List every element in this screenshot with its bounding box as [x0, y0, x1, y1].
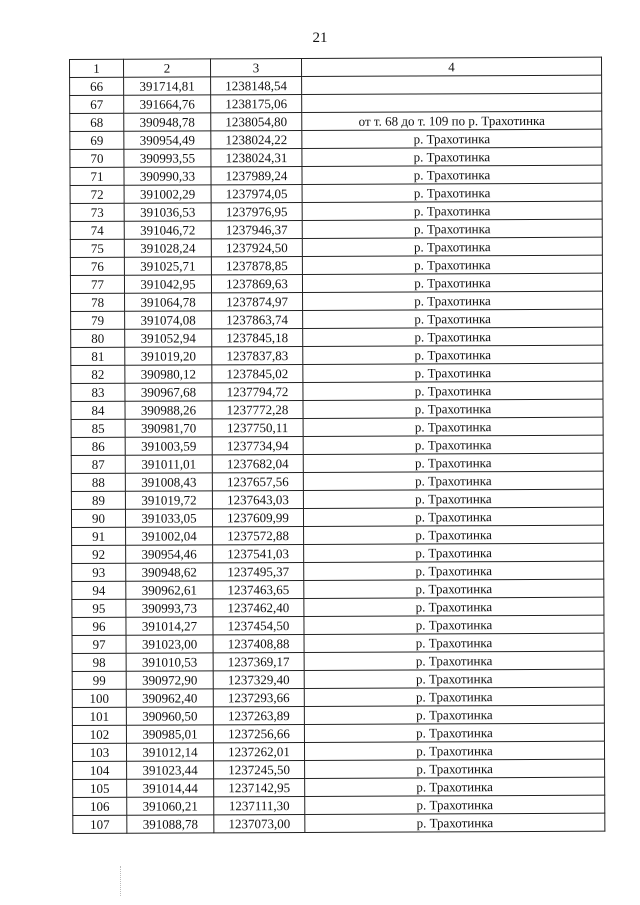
x-coordinate-cell: 391011,01	[125, 455, 212, 473]
table-row	[71, 381, 603, 401]
x-coordinate-cell: 391052,94	[125, 329, 212, 347]
y-coordinate-cell: 1237794,72	[212, 382, 303, 400]
table-row	[72, 543, 604, 563]
description-cell: р. Трахотинка	[302, 219, 602, 238]
y-coordinate-cell: 1237572,88	[213, 526, 304, 544]
y-coordinate-cell: 1238175,06	[211, 94, 302, 112]
table-row	[70, 183, 602, 203]
point-number-cell: 93	[72, 563, 126, 581]
y-coordinate-cell: 1237863,74	[212, 310, 303, 328]
x-coordinate-cell: 391028,24	[124, 239, 211, 257]
table-row	[72, 615, 604, 635]
point-number-cell: 70	[70, 149, 124, 167]
table-row	[70, 75, 602, 95]
point-number-cell: 80	[71, 329, 125, 347]
y-coordinate-cell: 1237989,24	[211, 166, 302, 184]
table-row	[71, 345, 603, 365]
description-cell: р. Трахотинка	[303, 381, 603, 400]
x-coordinate-cell: 391042,95	[124, 275, 211, 293]
y-coordinate-cell: 1237837,83	[212, 346, 303, 364]
x-coordinate-cell: 391714,81	[124, 77, 211, 95]
table-row	[72, 723, 604, 743]
description-cell: р. Трахотинка	[303, 471, 603, 490]
y-coordinate-cell: 1237495,37	[213, 562, 304, 580]
description-cell: р. Трахотинка	[305, 795, 605, 814]
y-coordinate-cell: 1237845,02	[212, 364, 303, 382]
table-row	[72, 705, 604, 725]
y-coordinate-cell: 1237462,40	[213, 598, 304, 616]
x-coordinate-cell: 391008,43	[125, 473, 212, 491]
x-coordinate-cell: 390985,01	[126, 725, 213, 743]
x-coordinate-cell: 390980,12	[125, 365, 212, 383]
x-coordinate-cell: 391025,71	[124, 257, 211, 275]
table-row	[72, 561, 604, 581]
y-coordinate-cell: 1237643,03	[212, 490, 303, 508]
y-coordinate-cell: 1237541,03	[213, 544, 304, 562]
x-coordinate-cell: 391023,00	[126, 635, 213, 653]
description-cell: р. Трахотинка	[303, 345, 603, 364]
x-coordinate-cell: 391074,08	[125, 311, 212, 329]
y-coordinate-cell: 1237869,63	[211, 274, 302, 292]
point-number-cell: 107	[73, 815, 127, 833]
y-coordinate-cell: 1237329,40	[213, 670, 304, 688]
description-cell: р. Трахотинка	[302, 237, 602, 256]
y-coordinate-cell: 1237609,99	[212, 508, 303, 526]
table-row	[73, 813, 605, 833]
point-number-cell: 87	[71, 455, 125, 473]
description-cell: р. Трахотинка	[303, 399, 603, 418]
y-coordinate-cell: 1238148,54	[211, 76, 302, 94]
y-coordinate-cell: 1237408,88	[213, 634, 304, 652]
y-coordinate-cell: 1237946,37	[211, 220, 302, 238]
x-coordinate-cell: 390993,73	[126, 599, 213, 617]
x-coordinate-cell: 391064,78	[125, 293, 212, 311]
point-number-cell: 104	[73, 761, 127, 779]
description-cell: р. Трахотинка	[303, 327, 603, 346]
point-number-cell: 105	[73, 779, 127, 797]
y-coordinate-cell: 1237454,50	[213, 616, 304, 634]
x-coordinate-cell: 390954,46	[126, 545, 213, 563]
y-coordinate-cell: 1237750,11	[212, 418, 303, 436]
x-coordinate-cell: 391014,27	[126, 617, 213, 635]
point-number-cell: 84	[71, 401, 125, 419]
table-row	[72, 525, 604, 545]
point-number-cell: 100	[72, 689, 126, 707]
column-header-y: 3	[211, 58, 302, 76]
point-number-cell: 92	[72, 545, 126, 563]
point-number-cell: 78	[71, 293, 125, 311]
description-cell: р. Трахотинка	[304, 561, 604, 580]
y-coordinate-cell: 1237245,50	[214, 760, 305, 778]
point-number-cell: 94	[72, 581, 126, 599]
point-number-cell: 71	[70, 167, 124, 185]
description-cell	[302, 75, 602, 94]
description-cell: р. Трахотинка	[305, 813, 605, 832]
x-coordinate-cell: 390948,78	[124, 113, 211, 131]
point-number-cell: 68	[70, 113, 124, 131]
description-cell: р. Трахотинка	[304, 705, 604, 724]
table-row	[70, 273, 602, 293]
description-cell: р. Трахотинка	[304, 615, 604, 634]
column-header-description: 4	[301, 57, 601, 76]
point-number-cell: 89	[71, 491, 125, 509]
description-cell: р. Трахотинка	[304, 633, 604, 652]
x-coordinate-cell: 391014,44	[127, 779, 214, 797]
point-number-cell: 102	[72, 725, 126, 743]
table-row	[72, 741, 604, 761]
table-row	[71, 507, 603, 527]
point-number-cell: 75	[70, 239, 124, 257]
table-row	[72, 669, 604, 689]
table-row	[72, 597, 604, 617]
y-coordinate-cell: 1238054,80	[211, 112, 302, 130]
scan-margin-mark	[120, 866, 123, 896]
description-cell: р. Трахотинка	[303, 363, 603, 382]
x-coordinate-cell: 390981,70	[125, 419, 212, 437]
description-cell: р. Трахотинка	[303, 507, 603, 526]
point-number-cell: 82	[71, 365, 125, 383]
point-number-cell: 103	[72, 743, 126, 761]
x-coordinate-cell: 390948,62	[126, 563, 213, 581]
table-row	[70, 93, 602, 113]
point-number-cell: 79	[71, 311, 125, 329]
y-coordinate-cell: 1237369,17	[213, 652, 304, 670]
table-row	[71, 453, 603, 473]
description-cell: р. Трахотинка	[303, 309, 603, 328]
description-cell: р. Трахотинка	[304, 543, 604, 562]
table-row	[71, 291, 603, 311]
x-coordinate-cell: 391003,59	[125, 437, 212, 455]
point-number-cell: 67	[70, 95, 124, 113]
description-cell: р. Трахотинка	[303, 489, 603, 508]
table-row	[70, 219, 602, 239]
x-coordinate-cell: 391060,21	[127, 797, 214, 815]
table-row	[73, 777, 605, 797]
x-coordinate-cell: 391010,53	[126, 653, 213, 671]
point-number-cell: 72	[70, 185, 124, 203]
table-row	[73, 759, 605, 779]
x-coordinate-cell: 391088,78	[127, 815, 214, 833]
y-coordinate-cell: 1237924,50	[211, 238, 302, 256]
y-coordinate-cell: 1237845,18	[212, 328, 303, 346]
y-coordinate-cell: 1237262,01	[213, 742, 304, 760]
table-row	[71, 435, 603, 455]
x-coordinate-cell: 390962,40	[126, 689, 213, 707]
table-row	[71, 471, 603, 491]
table-row	[70, 111, 602, 131]
y-coordinate-cell: 1237463,65	[213, 580, 304, 598]
point-number-cell: 99	[72, 671, 126, 689]
y-coordinate-cell: 1237293,66	[213, 688, 304, 706]
x-coordinate-cell: 390954,49	[124, 131, 211, 149]
point-number-cell: 106	[73, 797, 127, 815]
x-coordinate-cell: 391033,05	[125, 509, 212, 527]
point-number-cell: 74	[70, 221, 124, 239]
point-number-cell: 98	[72, 653, 126, 671]
table-row	[71, 417, 603, 437]
table-row	[70, 237, 602, 257]
coordinates-table	[69, 57, 605, 834]
column-header-x: 2	[124, 59, 211, 77]
y-coordinate-cell: 1237974,05	[211, 184, 302, 202]
table-row	[71, 363, 603, 383]
description-cell: р. Трахотинка	[304, 525, 604, 544]
description-cell: р. Трахотинка	[304, 597, 604, 616]
description-cell: р. Трахотинка	[303, 435, 603, 454]
description-cell: р. Трахотинка	[304, 669, 604, 688]
description-cell: р. Трахотинка	[302, 255, 602, 274]
y-coordinate-cell: 1237772,28	[212, 400, 303, 418]
table-row	[72, 687, 604, 707]
y-coordinate-cell: 1237682,04	[212, 454, 303, 472]
point-number-cell: 96	[72, 617, 126, 635]
x-coordinate-cell: 390972,90	[126, 671, 213, 689]
x-coordinate-cell: 391012,14	[126, 743, 213, 761]
x-coordinate-cell: 391023,44	[127, 761, 214, 779]
point-number-cell: 69	[70, 131, 124, 149]
point-number-cell: 73	[70, 203, 124, 221]
x-coordinate-cell: 390988,26	[125, 401, 212, 419]
table-row	[72, 633, 604, 653]
x-coordinate-cell: 390993,55	[124, 149, 211, 167]
y-coordinate-cell: 1238024,31	[211, 148, 302, 166]
point-number-cell: 101	[72, 707, 126, 725]
x-coordinate-cell: 391002,29	[124, 185, 211, 203]
y-coordinate-cell: 1237874,97	[212, 292, 303, 310]
description-cell: р. Трахотинка	[303, 417, 603, 436]
point-number-cell: 97	[72, 635, 126, 653]
point-number-cell: 83	[71, 383, 125, 401]
point-number-cell: 81	[71, 347, 125, 365]
table-row	[71, 327, 603, 347]
table-row	[71, 489, 603, 509]
table-row	[70, 147, 602, 167]
y-coordinate-cell: 1237073,00	[214, 814, 305, 832]
description-cell: р. Трахотинка	[302, 165, 602, 184]
point-number-cell: 90	[71, 509, 125, 527]
x-coordinate-cell: 390967,68	[125, 383, 212, 401]
table-row	[70, 129, 602, 149]
point-number-cell: 95	[72, 599, 126, 617]
description-cell: р. Трахотинка	[302, 201, 602, 220]
description-cell: р. Трахотинка	[304, 687, 604, 706]
point-number-cell: 86	[71, 437, 125, 455]
table-row	[72, 651, 604, 671]
x-coordinate-cell: 391002,04	[126, 527, 213, 545]
y-coordinate-cell: 1237111,30	[214, 796, 305, 814]
table-header-row	[70, 57, 602, 77]
x-coordinate-cell: 390960,50	[126, 707, 213, 725]
x-coordinate-cell: 391664,76	[124, 95, 211, 113]
description-cell: р. Трахотинка	[304, 579, 604, 598]
table-row	[73, 795, 605, 815]
y-coordinate-cell: 1237734,94	[212, 436, 303, 454]
point-number-cell: 85	[71, 419, 125, 437]
table-row	[72, 579, 604, 599]
description-cell	[302, 93, 602, 112]
y-coordinate-cell: 1237878,85	[211, 256, 302, 274]
table-body	[70, 75, 605, 833]
x-coordinate-cell: 391019,20	[125, 347, 212, 365]
description-cell: р. Трахотинка	[302, 183, 602, 202]
y-coordinate-cell: 1238024,22	[211, 130, 302, 148]
x-coordinate-cell: 390962,61	[126, 581, 213, 599]
y-coordinate-cell: 1237263,89	[213, 706, 304, 724]
table-row	[71, 309, 603, 329]
point-number-cell: 88	[71, 473, 125, 491]
description-cell: р. Трахотинка	[303, 453, 603, 472]
description-cell: р. Трахотинка	[302, 147, 602, 166]
y-coordinate-cell: 1237256,66	[213, 724, 304, 742]
point-number-cell: 91	[72, 527, 126, 545]
table-row	[70, 201, 602, 221]
description-cell: р. Трахотинка	[304, 723, 604, 742]
description-cell: р. Трахотинка	[303, 291, 603, 310]
x-coordinate-cell: 391036,53	[124, 203, 211, 221]
description-cell: р. Трахотинка	[302, 273, 602, 292]
table-row	[71, 399, 603, 419]
y-coordinate-cell: 1237657,56	[212, 472, 303, 490]
description-cell: р. Трахотинка	[304, 651, 604, 670]
description-cell: р. Трахотинка	[305, 759, 605, 778]
x-coordinate-cell: 391019,72	[125, 491, 212, 509]
x-coordinate-cell: 390990,33	[124, 167, 211, 185]
table-row	[70, 165, 602, 185]
point-number-cell: 77	[70, 275, 124, 293]
point-number-cell: 76	[70, 257, 124, 275]
description-cell: р. Трахотинка	[305, 777, 605, 796]
point-number-cell: 66	[70, 77, 124, 95]
y-coordinate-cell: 1237976,95	[211, 202, 302, 220]
description-cell: от т. 68 до т. 109 по р. Трахотинка	[302, 111, 602, 130]
y-coordinate-cell: 1237142,95	[214, 778, 305, 796]
column-header-point-number: 1	[70, 59, 124, 77]
page-number: 21	[312, 30, 328, 46]
description-cell: р. Трахотинка	[302, 129, 602, 148]
x-coordinate-cell: 391046,72	[124, 221, 211, 239]
table-row	[70, 255, 602, 275]
description-cell: р. Трахотинка	[304, 741, 604, 760]
